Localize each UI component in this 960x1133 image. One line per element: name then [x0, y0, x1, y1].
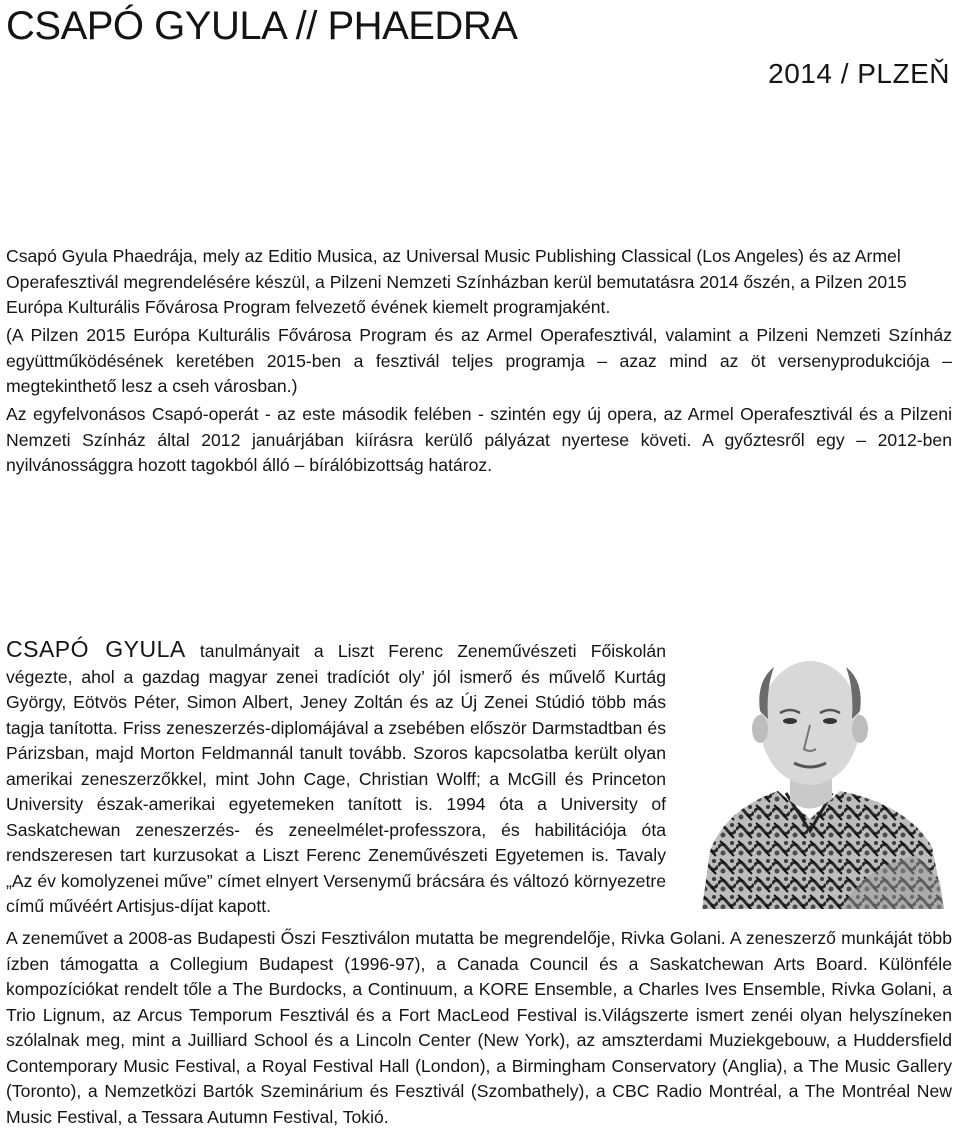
page-title: CSAPÓ GYULA // PHAEDRA	[6, 4, 518, 48]
note-paragraph: (A Pilzen 2015 Európa Kulturális Fővárosa Program és az Armel Operafesztivál, valamint a Pilzeni Nemzeti Színház együttműködésének keretében 2015-ben a fesztivál teljes programja – azaz mind az öt versenyprodukciója – megtekinthető lesz a cseh városban.)	[6, 325, 952, 396]
portrait-icon	[682, 641, 952, 909]
bio-paragraph	[6, 637, 666, 920]
second-paragraph: Az egyfelvonásos Csapó-operát - az este második felében - szintén egy új opera, az Armel Operafesztivál és a Pilzeni Nemzeti Színház által 2012 januárjában kiírásra kerülő pályázat nyertese követi. A győztesről egy – 2012-ben nyilvánossággra hozott tagokból álló – bírálóbizottság határoz.	[6, 404, 952, 475]
bio-paragraph-continued: A zeneművet a 2008-as Budapesti Őszi Fesztiválon mutatta be megrendelője, Rivka Golani. A zeneszerző munkáját több ízben támogatta a Collegium Budapest (1996-97), a Canada Council és a Saskatchewan Arts Board. Különféle kompozíciókat rendelt tőle a The Burdocks, a Continuum, a KORE Ensemble, a Charles Ives Ensemble, Rivka Golani, a Trio Lignum, az Arcus Temporum Fesztivál és a Fort MacLeod Festival is.Világszerte ismert zenéi olyan helyszíneken szólalnak meg, mint a Juilliard School és a Lincoln Center (New York), az amszterdami Muziekgebouw, a Huddersfield Contemporary Music Festival, a Royal Festival Hall (London), a Birmingham Conservatory (Anglia), a The Music Gallery (Toronto), a Nemzetközi Bartók Szeminárium és Fesztivál (Szombathely), a CBC Radio Montréal, a The Montréal New Music Festival, a Tessara Autumn Festival, Tokió.	[6, 928, 952, 1127]
intro-paragraph: Csapó Gyula Phaedrája, mely az Editio Musica, az Universal Music Publishing Classical (Los Angeles) és az Armel Operafesztivál megrendelésére készül, a Pilzeni Nemzeti Színházban kerül bemutatásra 2014 őszén, a Pilzen 2015 Európa Kulturális Fővárosa Program felvezető évének kiemelt programjaként.	[6, 246, 907, 317]
bio-text: tanulmányait a Liszt Ferenc Zeneművészeti Főiskolán végezte, ahol a gazdag magyar zenei tradíciót oly’ jól ismerő és művelő Kurtág György, Eötvös Péter, Simon Albert, Jeney Zoltán és az Új Zenei Stúdió több más tagja tanította. Friss zeneszerzés-diplomájával a zsebében először Darmstadtban és Párizsban, majd Morton Feldmannál tanult tovább. Szoros kapcsolatba került olyan amerikai zeneszerzőkkel, mint John Cage, Christian Wolff; a McGill és Princeton University észak-amerikai egyetemeken tanított is. 1994 óta a University of Saskatchewan zeneszerzés- és zeneelmélet-professzora, és habilitációja óta rendszeresen tart kurzusokat a Liszt Ferenc Zeneművészeti Egyetemen is. Tavaly „Az év komolyzenei műve” címet elnyert Versenymű brácsára és változó környezetre című művéért Artisjus-díjat kapott.	[6, 641, 666, 916]
page-subtitle: 2014 / PLZEŇ	[768, 58, 950, 89]
portrait-photo	[682, 641, 952, 909]
composer-name: CSAPÓ GYULA	[6, 636, 186, 662]
